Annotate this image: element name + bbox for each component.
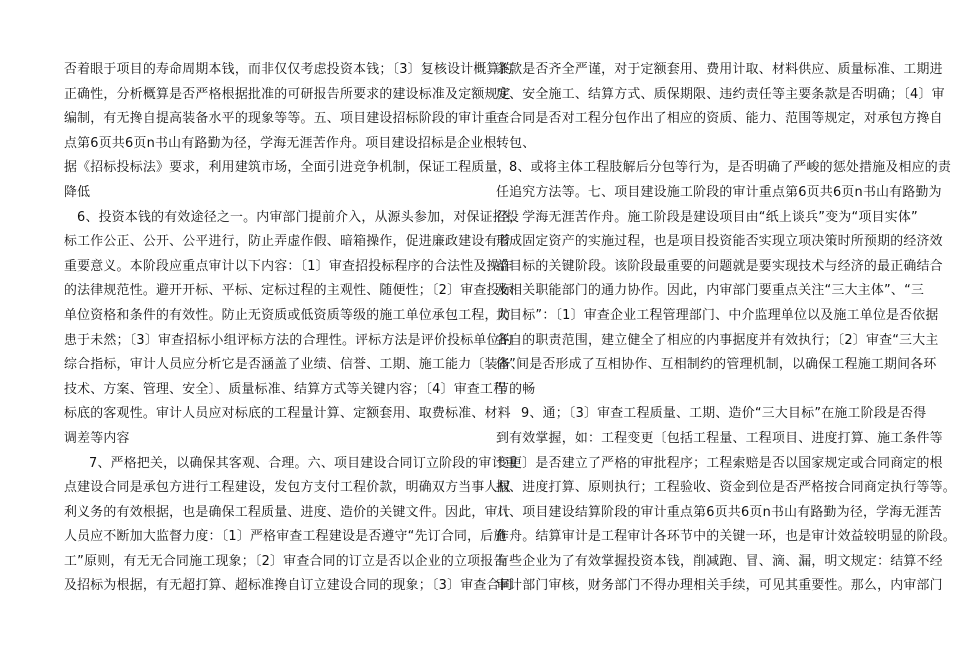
text-line: 重要意义。本阶段应重点审计以下内容：〔1〕审查招投标程序的合法性及操作: [64, 258, 513, 274]
text-line: 技术、方案、管理、安全〕、质量标准、结算方式等关键内容；〔4〕审查工程: [64, 381, 507, 397]
text-line: 否着眼于项目的寿命周期本钱，而非仅仅考虑投资本钱；〔3〕复核设计概算的: [64, 62, 513, 77]
text-line: 有些企业为了有效掌握投资本钱，削减跑、冒、滴、漏，明文规定：结算不经: [496, 553, 943, 569]
text-line: 及相关职能部门的通力协作。因此，内审部门要重点关注“三大主体”、“三: [496, 283, 925, 299]
text-line: 查合同是否对工程分包作出了相应的资质、能力、范围等规定，对承包方搀自: [496, 111, 943, 127]
text-line: 据、进度打算、原则执行；工程验收、资金到位是否严格按合同商定执行等等。: [496, 480, 956, 496]
text-line: 点第6页共6页n书山有路勤为径，学海无涯苦作舟。项目建设招标是企业根: [64, 135, 497, 151]
text-line: 标工作公正、公开、公平进行，防止弄虚作假、暗箱操作，促进廉政建设有着: [64, 234, 511, 250]
text-line: 点建设合同是承包方进行工程建设，发包方支付工程价款，明确双方当事人权: [64, 480, 511, 496]
text-line: 任追究方法等。七、项目建设施工阶段的审计重点第6页共6页n书山有路勤为: [496, 184, 942, 200]
text-line: 降低: [64, 184, 91, 200]
text-line: 节的畅: [496, 381, 536, 397]
paragraph-start-line: 9、通；〔3〕审查工程质量、工期、造价“三大目标”在施工阶段是否得: [521, 406, 927, 422]
text-line: 工”原则，有无无合同施工现象；〔2〕审查合同的订立是否以企业的立项报告: [64, 553, 507, 569]
text-line: 标底的客观性。审计人员应对标底的工程量计算、定额套用、取费标准、材料: [64, 406, 511, 422]
text-line: 形成固定资产的实施过程，也是项目投资能否实现立项决策时所预期的经济效: [496, 234, 943, 250]
text-line: 利义务的有效根据，也是确保工程质量、进度、造价的关键文件。因此，审计: [64, 504, 511, 520]
text-line: 变更〕是否建立了严格的审批程序；工程索赔是否以国家规定或合同商定的根: [496, 455, 943, 471]
text-line: 大目标”：〔1〕审查企业工程管理部门、中介监理单位以及施工单位是否依据: [496, 307, 939, 323]
text-line: 调差等内容: [64, 430, 130, 446]
text-line: 各自的职责范围，建立健全了相应的内事据度并有效执行；〔2〕审查“三大主: [496, 332, 939, 348]
text-line: 径，学海无涯苦作舟。施工阶段是建设项目由“纸上谈兵”变为“项目实体”: [496, 209, 918, 225]
text-line: 度、安全施工、结算方式、质保期限、违约责任等主要条款是否明确；〔4〕审: [496, 86, 945, 102]
paragraph-start-line: 6、投资本钱的有效途径之一。内审部门提前介入，从源头参加，对保证招投: [77, 209, 520, 225]
text-line: 据《招标投标法》要求，利用建筑市场，全面引进竞争机制，保证工程质量，: [64, 160, 511, 176]
paragraph-start-line: 7、严格把关，以确保其客观、合理。六、项目建设合同订立阶段的审计重: [89, 455, 518, 471]
text-line: 正确性，分析概算是否严格根据批准的可研报告所要求的建设标准及定额规定: [64, 86, 511, 102]
text-line: 八、项目建设结算阶段的审计重点第6页共6页n书山有路勤为径，学海无涯苦: [496, 504, 942, 520]
text-line: 患于未然；〔3〕审查招标小组评标方法的合理性。评标方法是评价投标单位的: [64, 332, 513, 348]
text-line: 转包、: [496, 135, 536, 151]
text-line: 单位资格和条件的有效性。防止无资质或低资质等级的施工单位承包工程，防: [64, 307, 511, 323]
text-line: 及招标为根据，有无超打算、超标准搀自订立建设合同的现象；〔3〕审查合同: [64, 578, 513, 594]
text-line: 条款是否齐全严谨，对于定额套用、费用计取、材料供应、质量标准、工期进: [496, 62, 943, 77]
text-line: 综合指标，审计人员应分析它是否涵盖了业绩、信誉、工期、施工能力〔装备、: [64, 357, 524, 373]
text-line: 作舟。结算审计是工程审计各环节中的关键一环，也是审计效益较明显的阶段。: [496, 529, 956, 545]
paragraph-start-line: 8、或将主体工程肢解后分包等行为，是否明确了严峻的惩处措施及相应的责: [509, 160, 952, 176]
text-line: 审计部门审核，财务部门不得办理相关手续，可见其重要性。那么，内审部门: [496, 578, 943, 594]
text-line: 体”间是否形成了互相协作、互相制约的管理机制，以确保工程施工期间各环: [496, 357, 937, 373]
text-line: 编制，有无搀自提高装备水平的现象等等。五、项目建设招标阶段的审计重: [64, 111, 498, 127]
text-line: 到有效掌握，如：工程变更〔包括工程量、工程项目、进度打算、施工条件等: [496, 430, 943, 446]
text-line: 益目标的关键阶段。该阶段最重要的问题就是要实现技术与经济的最正确结合: [496, 258, 943, 274]
text-line: 的法律规范性。避开开标、平标、定标过程的主观性、随便性；〔2〕审查投标: [64, 283, 513, 299]
text-line: 人员应不断加大监督力度：〔1〕严格审查工程建设是否遵守“先订合同，后施: [64, 529, 507, 545]
right-column: [496, 58, 956, 599]
